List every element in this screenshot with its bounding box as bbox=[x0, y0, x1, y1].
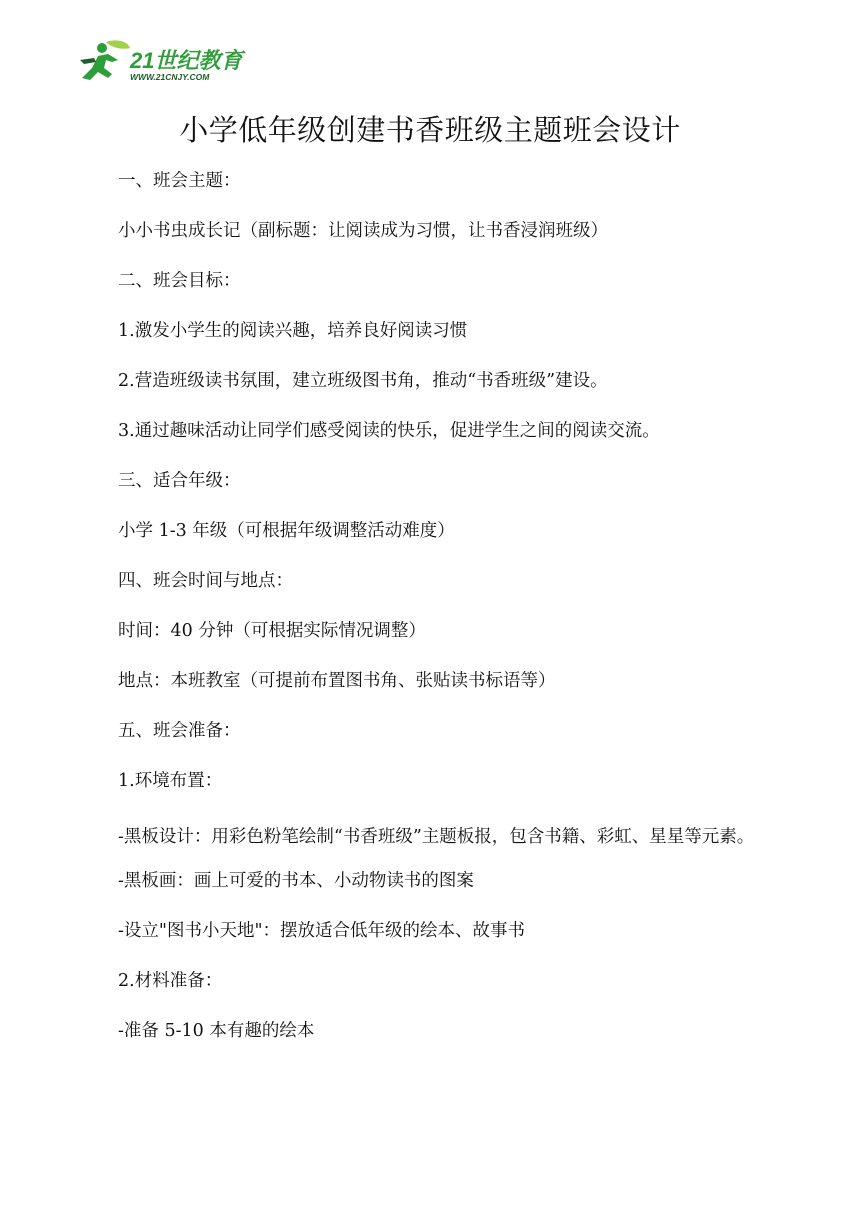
heading-time-place: 四、班会时间与地点： bbox=[118, 571, 293, 591]
grade-text: 小学 1-3 年级（可根据年级调整活动难度） bbox=[118, 521, 455, 541]
heading-grade: 三、适合年级： bbox=[118, 471, 241, 491]
document-title: 小学低年级创建书香班级主题班会设计 bbox=[179, 113, 681, 147]
heading-preparation: 五、班会准备： bbox=[118, 721, 241, 741]
prep-blackboard-drawing: -黑板画：画上可爱的书本、小动物读书的图案 bbox=[118, 871, 474, 891]
time-text: 时间：40 分钟（可根据实际情况调整） bbox=[118, 621, 426, 641]
prep-item-materials: 2.材料准备： bbox=[118, 971, 223, 991]
prep-book-corner: -设立"图书小天地"：摆放适合低年级的绘本、故事书 bbox=[118, 921, 526, 941]
site-logo bbox=[78, 38, 248, 86]
heading-theme: 一、班会主题： bbox=[118, 171, 241, 191]
prep-item-environment: 1.环境布置： bbox=[118, 771, 223, 791]
goal-item-2: 2.营造班级读书氛围，建立班级图书角，推动“书香班级”建设。 bbox=[118, 371, 608, 391]
goal-item-1: 1.激发小学生的阅读兴趣，培养良好阅读习惯 bbox=[118, 321, 468, 341]
logo-url-text: WWW.21CNJY.COM bbox=[130, 72, 210, 82]
runner-logo-icon bbox=[78, 38, 248, 86]
heading-goals: 二、班会目标： bbox=[118, 271, 241, 291]
place-text: 地点：本班教室（可提前布置图书角、张贴读书标语等） bbox=[118, 671, 556, 691]
goal-item-3: 3.通过趣味活动让同学们感受阅读的快乐，促进学生之间的阅读交流。 bbox=[118, 421, 660, 441]
document-body bbox=[78, 162, 780, 1062]
prep-blackboard-design: -黑板设计：用彩色粉笔绘制“书香班级”主题板报，包含书籍、彩虹、星星等元素。 bbox=[118, 827, 755, 847]
prep-picture-books: -准备 5-10 本有趣的绘本 bbox=[118, 1021, 315, 1041]
theme-text: 小小书虫成长记（副标题：让阅读成为习惯，让书香浸润班级） bbox=[118, 221, 608, 241]
logo-brand-text: 21世纪教育 bbox=[130, 48, 243, 73]
